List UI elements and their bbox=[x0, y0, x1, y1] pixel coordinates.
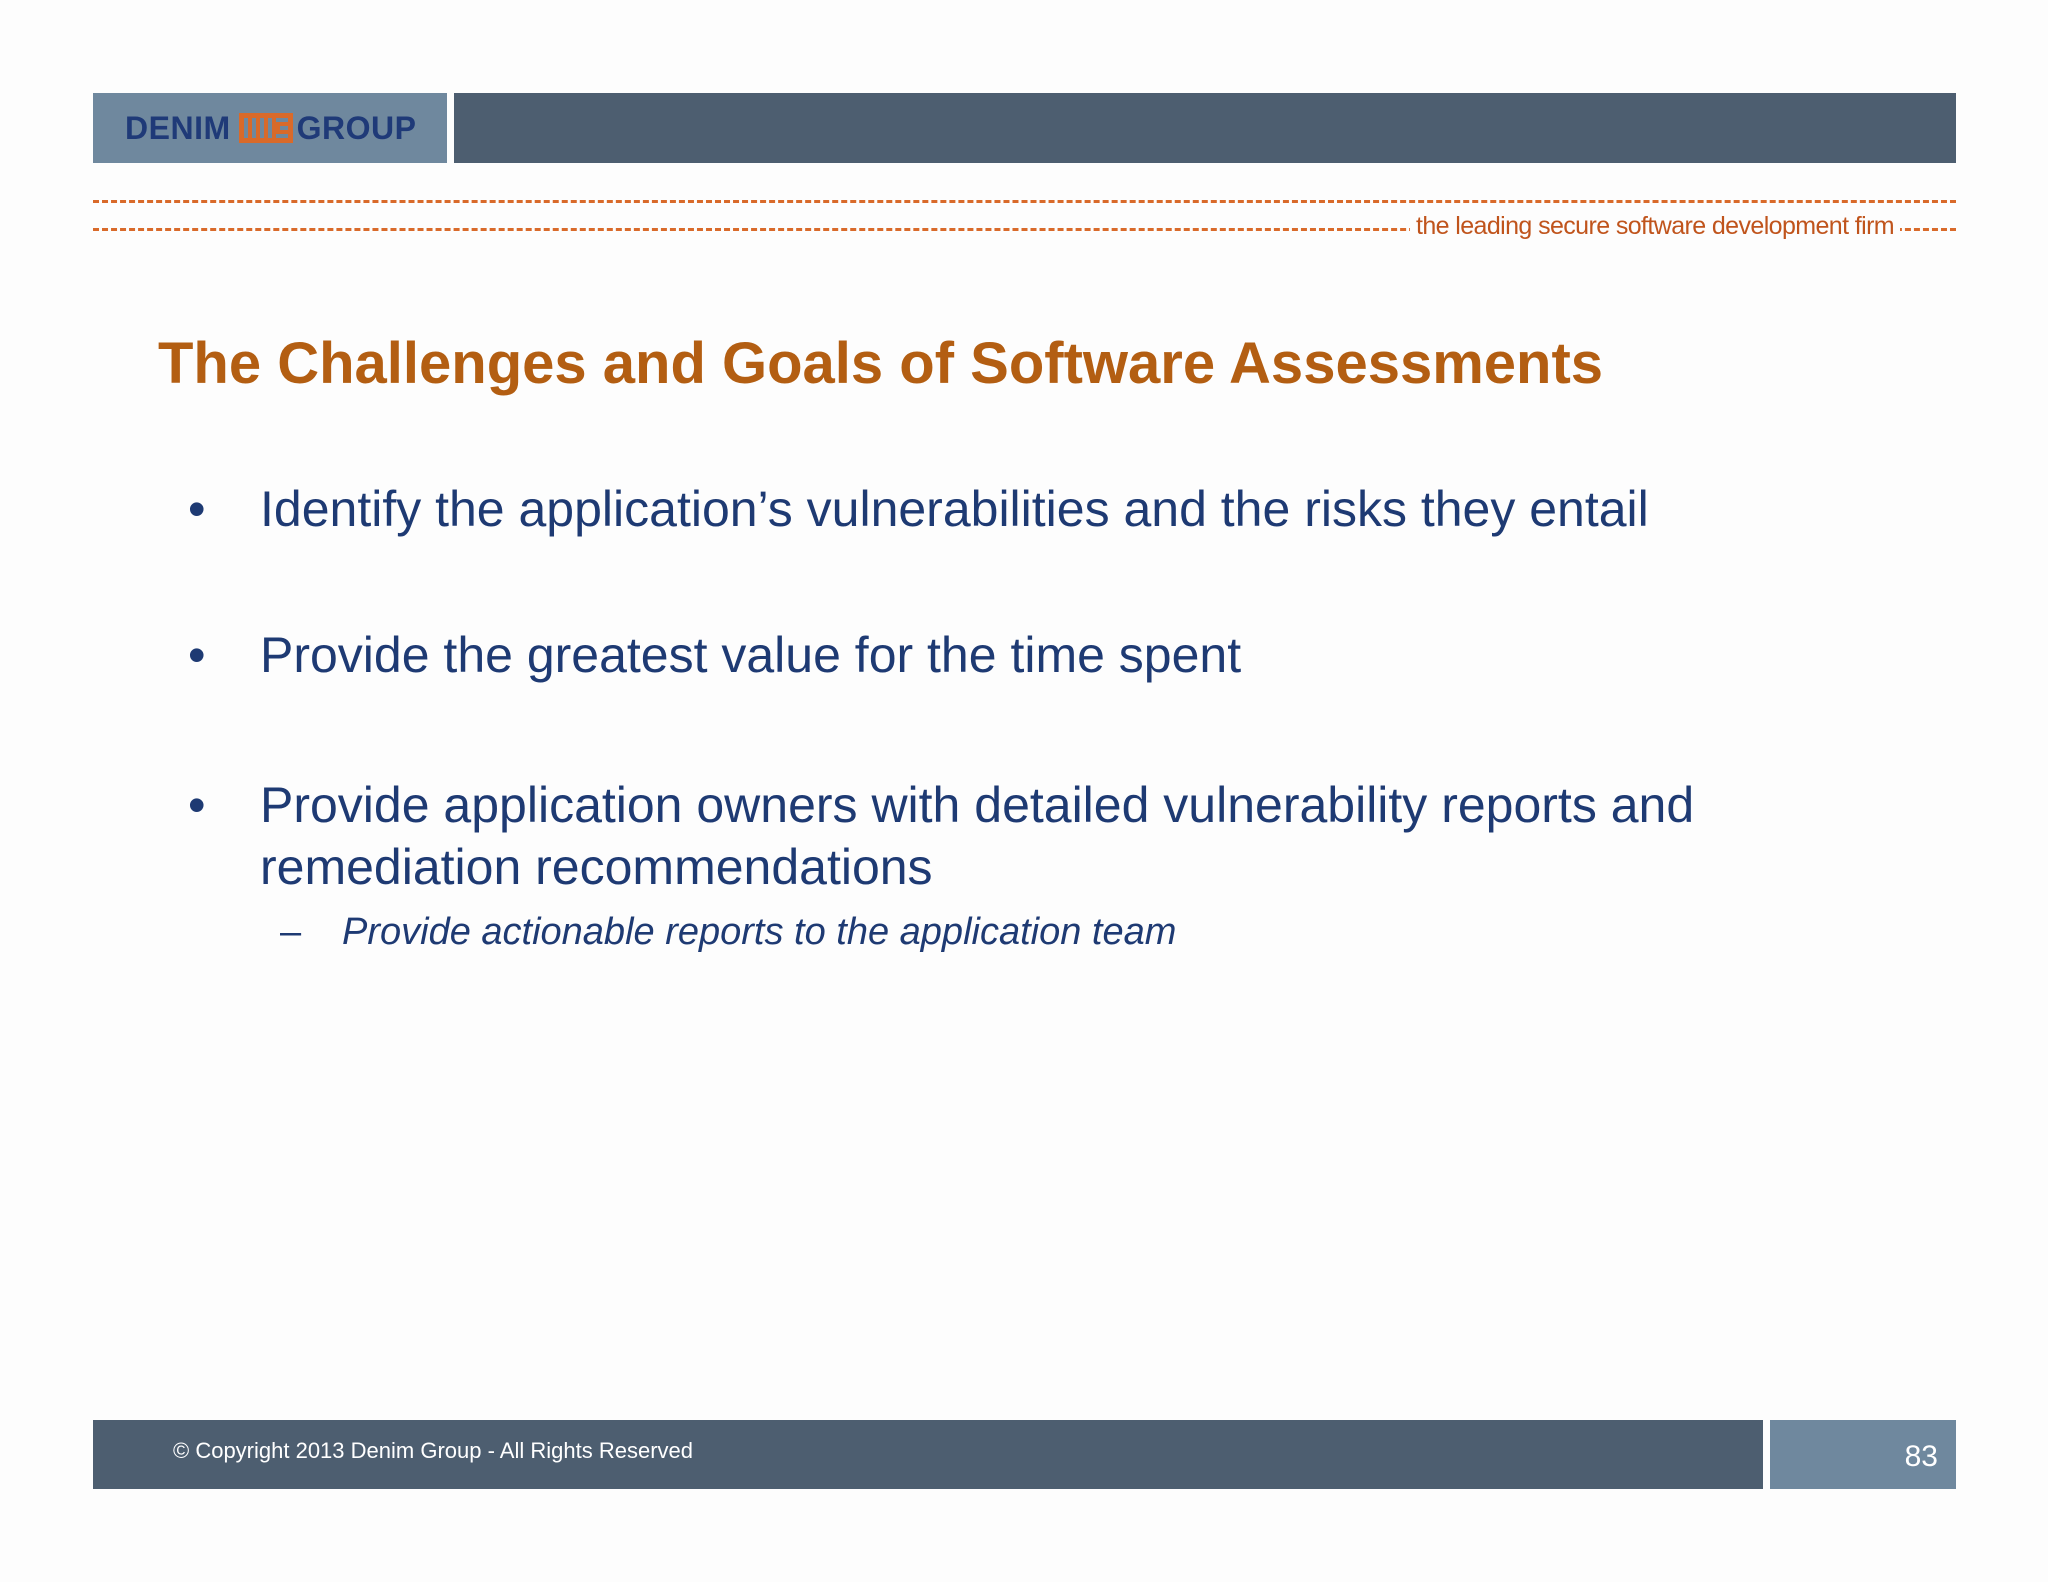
sub-bullet-marker: – bbox=[280, 911, 302, 953]
logo-box bbox=[93, 93, 447, 163]
sub-bullet-item bbox=[280, 908, 1842, 956]
dashed-rule-top bbox=[93, 200, 1956, 203]
bullet-item bbox=[188, 478, 1860, 540]
copyright-text: © Copyright 2013 Denim Group - All Rights Reserved bbox=[173, 1438, 693, 1463]
bullet-text: Provide the greatest value for the time spent bbox=[260, 627, 1242, 683]
bullet-text: Provide application owners with detailed vulnerability reports and remediation recommendations bbox=[260, 777, 1695, 895]
header-bar bbox=[454, 93, 1956, 163]
page-number: 83 bbox=[1904, 1440, 1938, 1473]
denim-group-logo bbox=[125, 111, 416, 145]
bullet-item bbox=[188, 624, 1860, 686]
bullet-marker: • bbox=[188, 777, 206, 833]
logo-text-left: DENIM bbox=[125, 109, 231, 146]
bullet-item bbox=[188, 774, 1780, 898]
logo-text-right: GROUP bbox=[296, 109, 417, 146]
bullet-text: Identify the application’s vulnerabilities and the risks they entail bbox=[260, 481, 1649, 537]
footer-bar bbox=[93, 1420, 1763, 1489]
dg-logo-mark-icon bbox=[239, 111, 293, 145]
page-number-box bbox=[1770, 1420, 1956, 1489]
bullet-marker: • bbox=[188, 481, 206, 537]
sub-bullet-text: Provide actionable reports to the application team bbox=[342, 911, 1177, 953]
slide-title: The Challenges and Goals of Software Assessments bbox=[158, 331, 1604, 396]
bullet-marker: • bbox=[188, 627, 206, 683]
tagline: the leading secure software development firm bbox=[1410, 212, 1900, 241]
